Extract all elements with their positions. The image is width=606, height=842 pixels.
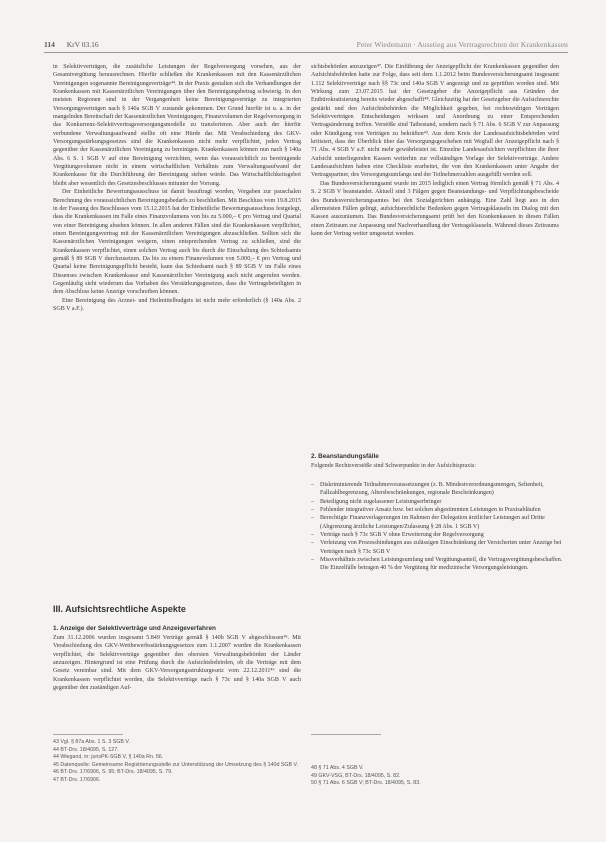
header-rule — [44, 52, 568, 53]
body-paragraph: Der Einheitliche Bewertungsausschuss ist damit beauftragt worden, Vorgaben zur pauschalen Berechnung des voraussichtlichen Bereinigungsbedarfs zu beschließen. Mit Beschluss vom 19.8.2015 in der Fassung des Beschlusses vom 15.12.2015 hat der Einheitliche Bewertungsausschuss festgelegt, dass die Krankenkassen im Falle eines Finanzvolumens von bis zu 5.000,– € pro Vertrag und Quartal von einer Bereinigung absehen können. In allen anderen Fällen sind die Krankenkassen verpflichtet, einen Bereinigungsvertrag mit der Kassenärztlichen Vereinigungen abzuschließen. Sollten sich die Kassenärztlichen Vereinigungen weigern, einen entsprechenden Vertrag zu schließen, sind die Krankenkassen verpflichtet, einen solchen Vertrag auch bis durch die Einschaltung des Schiedsamts gemäß § 89 SGB V durchzusetzen. Da bis zu einem Finanzvolumen von 5.000,– € pro Vertrag und Quartal keine Bereinigungspflicht besteht, kann das Schiedsamt nach § 89 SGB V im Falle eines Dissenses zwischen Krankenkasse und Kassenärztlicher Vereinigung auch nicht angerufen werden. Gegenläufig sieht wiederum das Vorhaben des Verstärkungsgesetzes, dass die Vertragsbeteiligten in dem Abschluss keine Anzeige vorschreiben können. — [53, 189, 301, 296]
footnote: 44 Wiegand, in: jurisPK-SGB V, § 140a Rn. 56. — [53, 754, 164, 760]
body-paragraph: in Selektivverträgen, die zusätzliche Leistungen der Regelversorgung vorsehen, aus der Gesamtvergütung herausrechnen. Hierfür schließen die Krankenkassen mit den Kassenärztlichen Vereinigungen sogenannte Bereinigungsverträge⁴⁴. In der Praxis gestalten sich die Verhandlungen der Krankenkassen mit Kassenärztlichen Vereinigungen über den Bereinigungsbetrag schwierig. In den meisten Regionen sind in der Vergangenheit keine Bereinigungsverträge zu integrierten Versorgungsverträgen nach § 140a SGB V zustande gekommen. Der Grund hierfür ist u. a. in der mangelnden Bereitschaft der Kassenärztlichen Vereinigungen, Finanzvolumen der Regelversorgung in das Konkurrenz-Selektivvertragsversorgungsmodelle zu transferieren. Aber auch der hierfür verbundene Verwaltungsaufwand stellte oft eine Hürde dar. Mit Verabschiedung des GKV-Versorgungsstärkungsgesetzes sind die Krankenkassen nicht mehr verpflichtet, jeden Vertrag gegenüber der Kassenärztlichen Vereinigung zu bereinigen. Krankenkassen können nun nach § 140a Abs. 6 S. 1 SGB V auf eine Bereinigung verzichten, wenn das voraussichtlich zu bereinigende Vergütungsvolumen nicht in einem wirtschaftlichen Verhältnis zum Verwaltungsaufwand der Krankenkasse für die Durchführung der Bereinigung stehen würde. Das Wirtschaftlichkeitsgebot bleibt aber wesentlich des Gesetzesbeschlusses mitunter der Vorrang. — [53, 64, 301, 187]
left-column — [53, 63, 301, 313]
body-paragraph: Zum 31.12.2006 wurden insgesamt 5.849 Verträge gemäß § 140b SGB V abgeschlossen⁴⁵. Mit Verabschiedung des GKV-Wettbewerbsstärkungsgesetzes zum 1.1.2007 wurden die Krankenkassen verpflichtet, die Selektivverträge gegenüber den obersten Verwaltungsbehörden der Länder anzuzeigen. Hintergrund ist eine Prüfung durch die Aufsichtsbehörden, ob die Verträge mit dem Gesetz vereinbar sind. Mit dem GKV-Versorgungsstrukturgesetz vom 22.12.2011⁴⁶ sind die Krankenkassen verpflichtet worden, die Selektivverträge nach § 73c und § 140a SGB V auch gegenüber den zuständigen Auf- — [53, 635, 301, 692]
running-title: Peter Wiedemann · Ausstieg aus Vertragsrechten der Krankenkassen — [356, 40, 568, 49]
list-item: – Diskriminierende Teilnahmevoraussetzungen (z. B. Mindestverordnungsmengen, Seltenheit, Fallzahlbegrenzung, Altersbeschränkungen, regionale Beschränkungen) — [311, 481, 569, 498]
page-number: 114 — [44, 40, 55, 49]
list-item: – Berechtigte Finanzverlagerungen im Rahmen der Delegation ärztlicher Leistungen auf Dritte (Abgrenzung ärztliche Leistungen/Zulassung § 28 Abs. 1 SGB V) — [311, 514, 569, 531]
footnote: 44 BT-Drs. 18/4095, S. 127. — [53, 746, 119, 753]
footnote: 48 § 71 Abs. 4 SGB V. — [311, 765, 364, 771]
footnote: 43 Vgl. § 87a Abs. 1 S. 3 SGB V. — [53, 739, 130, 745]
footnote: 50 § 71 Abs. 6 SGB V; BT-Drs. 18/4095, S. 83. — [311, 780, 421, 786]
list-item: – Verträge nach § 73c SGB V ohne Erweiterung der Regelversorgung — [311, 531, 569, 539]
list-item: – Beteiligung nicht zugelassener Leistungserbringer — [311, 498, 569, 506]
footnote: 46 BT-Drs. 17/6906, S. 95; BT-Drs. 18/4095, S. 79. — [53, 769, 173, 775]
body-paragraph: Das Bundesversicherungsamt wurde im 2015 lediglich einen Vertrag förmlich gemäß § 71 Abs. 4 S. 2 SGB V beanstandet. Aktuell sind 3 Fälgen gegen Beanstandungs- und Verpflichtungsbescheide des Bundesversicherungsamtes bei den Sozialgerichten anhängig. Eine Zahl liegt aus in den allermeisten Fällen gelingt, aufsichtsrechtliche Bedenken gegen Vertragsklauseln im Dialog mit den Kassen auszuräumen. Das Bundesversicherungsamt prüft bei den Krankenkassen in diesen Fällen einen Zeitraum zur Anpassung und Nachverhandlung der Vertragsklauseln. Während dieses Zeitraums kann der Vertrag weiter umgesetzt werden. — [311, 180, 559, 237]
list-item: – Missverhältnis zwischen Leistungsumfang und Vergütungsanteil, die Vertragsvergütungsbeschaffen. Die Einzelfälle betragen 40 % der Vergütung für medizinische Versorgungsleistungen. — [311, 556, 569, 573]
list-intro — [311, 462, 559, 470]
footnotes-left — [53, 739, 303, 784]
section-heading: III. Aufsichtsrechtliche Aspekte — [53, 604, 186, 614]
left-column-section — [53, 634, 301, 692]
list-item: – Fehlender integrativer Ansatz bzw. bei solchen abgestimmten Leistungen in Praxisabläufen — [311, 506, 569, 514]
body-paragraph: Folgende Rechtsverstöße sind Schwerpunkte in der Aufsichtspraxis: — [311, 463, 476, 469]
subsection-heading: 1. Anzeige der Selektivverträge und Anzeigeverfahren — [53, 625, 216, 632]
footnote: 47 BT-Drs. 17/6906. — [53, 776, 101, 783]
footnote: 45 Datenquelle: Gemeinsame Registrierungsstelle zur Unterstützung der Umsetzung des § 140d SGB V. — [53, 761, 299, 768]
list-item: – Verletzung von Prozessbindungen aus zulässigen Einschränkung der Versicherten unter Anzeige bei Verträgen nach § 73c SGB V — [311, 539, 569, 556]
subsection-heading: 2. Beanstandungsfälle — [311, 453, 379, 460]
page-header — [44, 40, 568, 52]
journal-issue: KrV 03.16 — [66, 40, 99, 49]
body-paragraph: sichtsbehörden anzuzeigen⁴⁷. Die Einführung der Anzeigepflicht der Krankenkassen gegenüber den Aufsichtsbehörden hatte zur Folge, dass seit dem 1.1.2012 beim Bundesversicherungsamt insgesamt 1.112 Selektivverträge nach §§ 73c und 140a SGB V angezeigt und zu geprüften worden sind. Mit Wirkung zum 23.07.2015 hat der Gesetzgeber die Anzeigepflicht aus Gründen der Entbürokratisierung bereits wieder abgeschafft⁴⁸. Gleichzeitig hat der Gesetzgeber die Aufsichtsrechte gestärkt und den Aufsichtsbehörden die Möglichkeit gegeben, bei rechtswidrigen Verträgen Selektivverträgen Entscheidungen wirksam und Anordnung zu einer Entsprechenden Vertragsänderung treffen. Verstöße sind Tatbestand, sondern nach § 71 Abs. 6 SGB V zur Anpassung oder Kündigung von Verträgen zu bekräften⁴⁹. Aus dem Kreis der Landesaufsichtsbehörden wird kritisiert, dass der Überblick über das Versorgungsgeschehen mit Wegfall der Anzeigepflicht nach § 71 Abs. 4 SGB V a.F. nicht mehr gewährleistet ist. Einzelne Landesaufsichten verpflichten die ihrer Aufsicht unterliegenden Kassen weiterhin zur vollständigen Vorlage der Selektivverträge. Andere Landesaufsichten haben eine Checkliste erarbeitet, die von den Krankenkassen unter Angabe der Vertragspartner, des Versorgungsumfangs und der Teilnehmerzahlen ausgefüllt werden soll. — [311, 64, 559, 179]
footnote-rule — [311, 734, 381, 735]
violations-list — [311, 481, 569, 573]
body-paragraph: Eine Bereinigung des Arznei- und Heilmittelbudgets ist nicht mehr erforderlich (§ 140a Abs. 2 SGB V a.F.). — [53, 297, 301, 312]
footnotes-right — [311, 765, 561, 788]
footnote-rule — [53, 734, 123, 735]
right-column — [311, 63, 559, 238]
footnote: 49 GKV-VSG, BT-Drs. 18/4095, S. 82. — [311, 772, 401, 779]
